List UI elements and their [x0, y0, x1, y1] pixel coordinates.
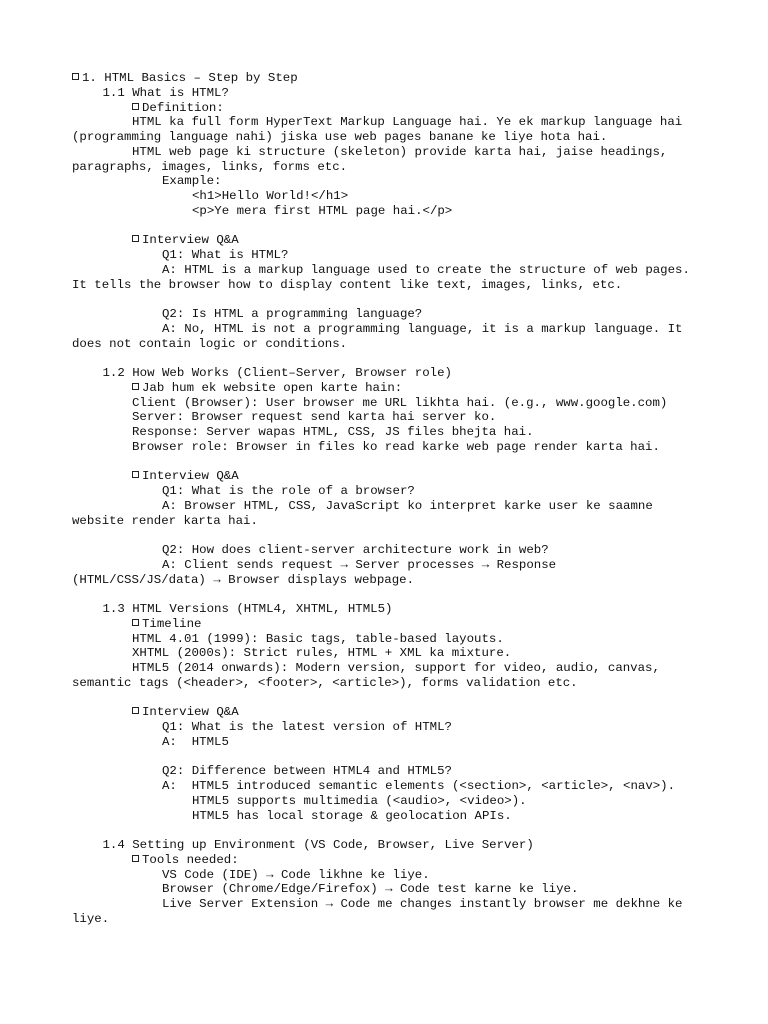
- definition-label: Definition:: [72, 101, 692, 116]
- code-example-line: <h1>Hello World!</h1>: [192, 189, 349, 203]
- spacer: [72, 455, 692, 470]
- document-page: [72, 71, 692, 927]
- text-line: HTML ka full form HyperText Markup Language hai. Ye ek markup language hai: [132, 115, 683, 130]
- document-title: 1. HTML Basics – Step by Step: [72, 71, 692, 86]
- spacer: [72, 351, 692, 366]
- interview-qa-label: Interview Q&A: [72, 705, 692, 720]
- answer-line: HTML5 supports multimedia (<audio>, <video>).: [192, 793, 527, 808]
- spacer: [72, 219, 692, 234]
- spacer: [72, 750, 692, 765]
- answer-line: website render karta hai.: [72, 513, 258, 528]
- text-line: paragraphs, images, links, forms etc.: [72, 159, 348, 174]
- text-line: XHTML (2000s): Strict rules, HTML + XML ka mixture.: [132, 646, 512, 661]
- question-line: Q1: What is the role of a browser?: [162, 484, 415, 498]
- text-line: HTML web page ki structure (skeleton) provide karta hai, jaise headings,: [132, 144, 668, 159]
- question-line: Q1: What is HTML?: [162, 248, 289, 262]
- text-line: HTML5 (2014 onwards): Modern version, support for video, audio, canvas,: [132, 661, 660, 675]
- checkbox-bullet-icon: [132, 619, 139, 626]
- answer-line: HTML5 has local storage & geolocation APIs.: [192, 808, 512, 823]
- text-line: (programming language nahi) jiska use web pages banane ke liye hota hai.: [72, 130, 608, 144]
- text-line: Client (Browser): User browser me URL likhta hai. (e.g., www.google.com): [132, 395, 668, 410]
- text-line: Response: Server wapas HTML, CSS, JS files bhejta hai.: [132, 425, 534, 439]
- interview-qa-label: Interview Q&A: [72, 469, 692, 484]
- answer-line: It tells the browser how to display content like text, images, links, etc.: [72, 277, 623, 292]
- spacer: [72, 528, 692, 543]
- answer-line: A: HTML5: [162, 734, 229, 749]
- interview-qa-label: Interview Q&A: [72, 233, 692, 248]
- text-line: VS Code (IDE) → Code likhne ke liye.: [162, 867, 430, 882]
- intro-label: Jab hum ek website open karte hain:: [72, 381, 692, 396]
- spacer: [72, 292, 692, 307]
- answer-line: A: Client sends request → Server processes → Response: [162, 557, 557, 572]
- section-heading-1-3: 1.3 HTML Versions (HTML4, XHTML, HTML5): [102, 602, 393, 616]
- checkbox-bullet-icon: [132, 235, 139, 242]
- spacer: [72, 691, 692, 706]
- text-line: liye.: [72, 911, 110, 926]
- tools-label: Tools needed:: [72, 853, 692, 868]
- section-heading-1-4: 1.4 Setting up Environment (VS Code, Browser, Live Server): [102, 838, 534, 852]
- answer-line: A: HTML5 introduced semantic elements (<section>, <article>, <nav>).: [162, 779, 676, 793]
- spacer: [72, 823, 692, 838]
- answer-line: does not contain logic or conditions.: [72, 336, 348, 351]
- checkbox-bullet-icon: [132, 383, 139, 390]
- answer-line: A: No, HTML is not a programming language, it is a markup language. It: [162, 321, 683, 336]
- checkbox-bullet-icon: [132, 103, 139, 110]
- text-line: Browser role: Browser in files ko read karke web page render karta hai.: [132, 439, 660, 454]
- text-line: Browser (Chrome/Edge/Firefox) → Code test karne ke liye.: [162, 882, 579, 897]
- example-label: Example:: [162, 174, 222, 189]
- text-line: semantic tags (<header>, <footer>, <article>), forms validation etc.: [72, 675, 578, 690]
- question-line: Q2: Difference between HTML4 and HTML5?: [162, 764, 452, 779]
- question-line: Q2: Is HTML a programming language?: [162, 307, 423, 321]
- timeline-label: Timeline: [72, 617, 692, 632]
- section-heading-1-2: 1.2 How Web Works (Client–Server, Browser role): [102, 366, 452, 380]
- question-line: Q2: How does client-server architecture work in web?: [162, 543, 549, 557]
- code-example-line: <p>Ye mera first HTML page hai.</p>: [192, 203, 453, 218]
- spacer: [72, 587, 692, 602]
- question-line: Q1: What is the latest version of HTML?: [162, 720, 452, 734]
- text-line: HTML 4.01 (1999): Basic tags, table-based layouts.: [132, 631, 504, 646]
- text-line: Live Server Extension → Code me changes instantly browser me dekhne ke: [162, 897, 683, 911]
- checkbox-bullet-icon: [132, 471, 139, 478]
- section-heading-1-1: 1.1 What is HTML?: [102, 85, 229, 100]
- text-line: Server: Browser request send karta hai server ko.: [132, 410, 497, 425]
- checkbox-bullet-icon: [132, 855, 139, 862]
- checkbox-bullet-icon: [72, 73, 79, 80]
- answer-line: A: HTML is a markup language used to create the structure of web pages.: [162, 262, 690, 277]
- checkbox-bullet-icon: [132, 707, 139, 714]
- answer-line: (HTML/CSS/JS/data) → Browser displays webpage.: [72, 572, 415, 587]
- answer-line: A: Browser HTML, CSS, JavaScript ko interpret karke user ke saamne: [162, 498, 653, 513]
